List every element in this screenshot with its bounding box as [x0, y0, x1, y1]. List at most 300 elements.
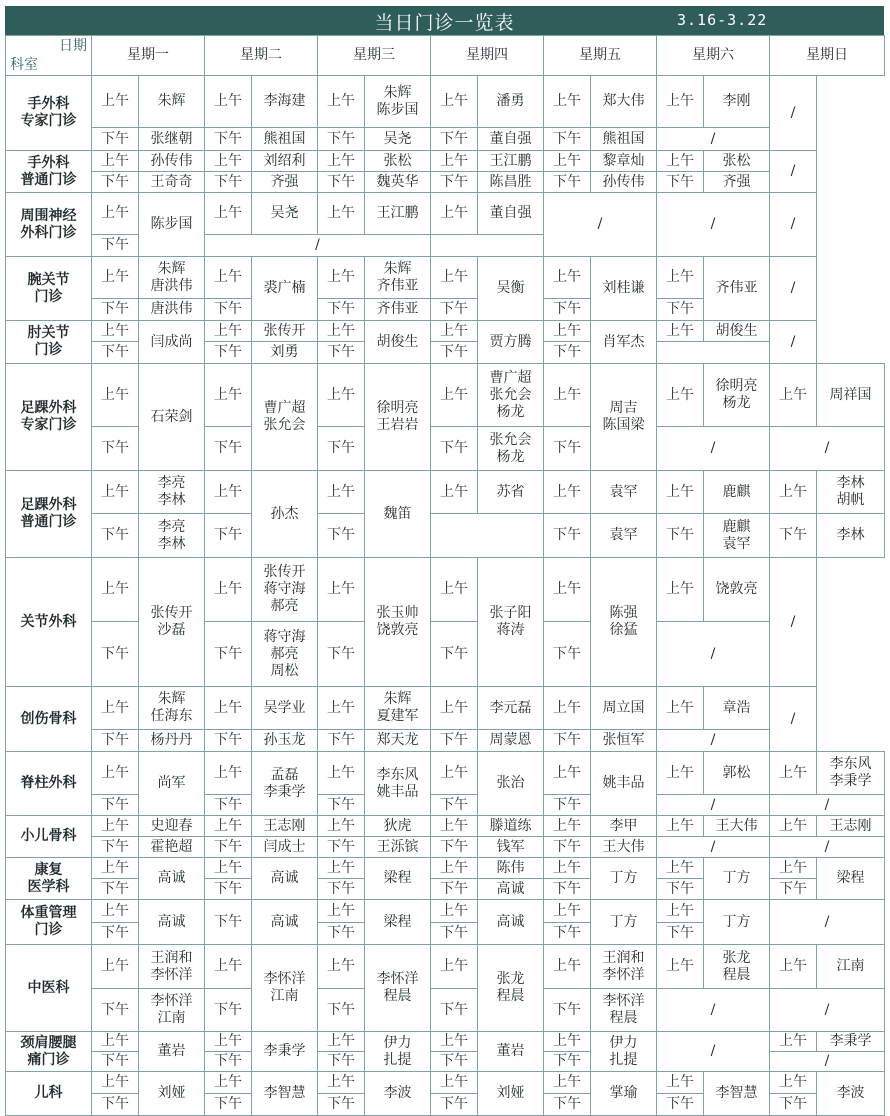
time-slot-label: 上午 [431, 321, 478, 342]
doctor-cell: 李刚 [704, 76, 770, 128]
time-slot-label: 上午 [657, 257, 704, 299]
time-slot-label: 下午 [431, 730, 478, 752]
time-slot-label: 下午 [318, 795, 365, 816]
time-slot-label: 下午 [318, 514, 365, 558]
time-slot-label: 下午 [544, 923, 591, 945]
schedule-row [6, 837, 885, 858]
doctor-cell: 胡俊生 [365, 321, 431, 364]
time-slot-label: 下午 [431, 172, 478, 193]
time-slot-label: 上午 [770, 1072, 817, 1094]
time-slot-label: 上午 [431, 945, 478, 989]
doctor-cell: 陈伟 [478, 858, 544, 879]
time-slot-label: 上午 [431, 752, 478, 795]
time-slot-label: 上午 [318, 151, 365, 172]
time-slot-label: 上午 [657, 687, 704, 730]
doctor-cell: 史迎春 [139, 816, 205, 837]
no-clinic-slash: / [770, 321, 817, 364]
time-slot-label: 上午 [318, 76, 365, 128]
time-slot-label: 下午 [205, 427, 252, 471]
doctor-cell: 李秉学 [817, 1032, 885, 1052]
doctor-cell: 吴衡 [478, 257, 544, 321]
time-slot-label: 上午 [770, 1032, 817, 1052]
doctor-cell: 周立国 [591, 687, 657, 730]
schedule-row [6, 193, 885, 235]
doctor-cell: 王奇奇 [139, 172, 205, 193]
time-slot-label: 上午 [657, 1072, 704, 1094]
doctor-cell: 鹿麒 [704, 471, 770, 514]
no-clinic-slash: / [657, 989, 770, 1032]
time-slot-label: 上午 [544, 816, 591, 837]
time-slot-label: 下午 [544, 879, 591, 900]
doctor-cell: 熊祖国 [591, 128, 657, 151]
schedule-row [6, 172, 885, 193]
page-title: 当日门诊一览表 [374, 12, 515, 34]
time-slot-label: 上午 [92, 471, 139, 514]
department-name: 颈肩腰腿 痛门诊 [6, 1032, 92, 1072]
time-slot-label: 下午 [431, 795, 478, 816]
time-slot-label: 上午 [205, 558, 252, 622]
time-slot-label: 上午 [544, 900, 591, 923]
time-slot-label: 下午 [657, 172, 704, 193]
time-slot-label: 下午 [205, 900, 252, 945]
time-slot-label: 上午 [92, 945, 139, 989]
time-slot-label: 下午 [544, 427, 591, 471]
time-slot-label: 下午 [205, 622, 252, 687]
time-slot-label: 上午 [431, 151, 478, 172]
empty-cell [431, 514, 544, 558]
doctor-cell: 陈强 徐猛 [591, 558, 657, 687]
doctor-cell: 齐伟亚 [704, 257, 770, 321]
doctor-cell: 周祥国 [817, 364, 885, 427]
doctor-cell: 王大伟 [704, 816, 770, 837]
time-slot-label: 上午 [92, 321, 139, 342]
time-slot-label: 上午 [318, 945, 365, 989]
time-slot-label: 下午 [318, 1052, 365, 1072]
doctor-cell: 尚军 [139, 752, 205, 816]
time-slot-label: 下午 [544, 1094, 591, 1116]
time-slot-label: 下午 [431, 923, 478, 945]
department-name: 手外科 普通门诊 [6, 151, 92, 193]
doctor-cell: 朱辉 唐洪伟 [139, 257, 205, 299]
department-name: 脊柱外科 [6, 752, 92, 816]
time-slot-label: 上午 [770, 752, 817, 795]
no-clinic-slash: / [657, 427, 770, 471]
doctor-cell: 潘勇 [478, 76, 544, 128]
header-row [6, 36, 885, 76]
doctor-cell: 朱辉 [139, 76, 205, 128]
doctor-cell: 李东风 姚丰品 [365, 752, 431, 816]
doctor-cell: 李智慧 [252, 1072, 318, 1116]
doctor-cell: 朱辉 任海东 [139, 687, 205, 730]
doctor-cell: 梁程 [817, 858, 885, 900]
time-slot-label: 上午 [544, 858, 591, 879]
time-slot-label: 下午 [205, 172, 252, 193]
doctor-cell: 丁方 [591, 900, 657, 945]
schedule-body [6, 76, 885, 1116]
doctor-cell: 陈步国 [139, 193, 205, 257]
empty-cell [657, 342, 770, 364]
time-slot-label: 上午 [544, 364, 591, 427]
time-slot-label: 上午 [205, 1072, 252, 1094]
time-slot-label: 下午 [544, 299, 591, 321]
time-slot-label: 下午 [92, 299, 139, 321]
schedule-row [6, 945, 885, 989]
doctor-cell: 董岩 [478, 1032, 544, 1072]
time-slot-label: 上午 [431, 558, 478, 622]
time-slot-label: 上午 [318, 900, 365, 923]
time-slot-label: 下午 [431, 622, 478, 687]
doctor-cell: 孟磊 李秉学 [252, 752, 318, 816]
doctor-cell: 李怀洋 程晨 [365, 945, 431, 1032]
doctor-cell: 高诚 [252, 900, 318, 945]
time-slot-label: 上午 [318, 1072, 365, 1094]
time-slot-label: 下午 [544, 514, 591, 558]
schedule-row [6, 76, 885, 128]
time-slot-label: 下午 [431, 837, 478, 858]
doctor-cell: 霍艳超 [139, 837, 205, 858]
department-name: 中医科 [6, 945, 92, 1032]
doctor-cell: 伊力 扎提 [365, 1032, 431, 1072]
time-slot-label: 下午 [205, 837, 252, 858]
department-name: 肘关节 门诊 [6, 321, 92, 364]
no-clinic-slash: / [657, 795, 770, 816]
doctor-cell: 张子阳 蒋涛 [478, 558, 544, 687]
doctor-cell: 王泺镔 [365, 837, 431, 858]
department-name: 足踝外科 普通门诊 [6, 471, 92, 558]
time-slot-label: 上午 [318, 752, 365, 795]
time-slot-label: 上午 [431, 193, 478, 235]
no-clinic-slash: / [657, 622, 770, 687]
doctor-cell: 闫成尚 [139, 321, 205, 364]
no-clinic-slash: / [770, 76, 817, 151]
time-slot-label: 上午 [318, 687, 365, 730]
doctor-cell: 高诚 [139, 900, 205, 945]
doctor-cell: 李亮 李林 [139, 471, 205, 514]
schedule-row [6, 795, 885, 816]
doctor-cell: 李东风 李秉学 [817, 752, 885, 795]
time-slot-label: 上午 [318, 257, 365, 299]
no-clinic-slash: / [770, 1052, 885, 1072]
time-slot-label: 下午 [318, 128, 365, 151]
no-clinic-slash: / [657, 730, 770, 752]
doctor-cell: 姚丰品 [591, 752, 657, 816]
time-slot-label: 上午 [92, 193, 139, 235]
doctor-cell: 张治 [478, 752, 544, 816]
time-slot-label: 下午 [92, 923, 139, 945]
time-slot-label: 上午 [544, 687, 591, 730]
time-slot-label: 上午 [544, 752, 591, 795]
department-name: 关节外科 [6, 558, 92, 687]
time-slot-label: 下午 [544, 128, 591, 151]
doctor-cell: 李秉学 [252, 1032, 318, 1072]
doctor-cell: 李怀洋 程晨 [591, 989, 657, 1032]
time-slot-label: 下午 [205, 514, 252, 558]
doctor-cell: 高诚 [252, 858, 318, 900]
schedule-row [6, 558, 885, 622]
time-slot-label: 上午 [92, 257, 139, 299]
time-slot-label: 上午 [657, 858, 704, 879]
doctor-cell: 王大伟 [591, 837, 657, 858]
time-slot-label: 下午 [657, 299, 704, 321]
doctor-cell: 钱军 [478, 837, 544, 858]
time-slot-label: 上午 [318, 1032, 365, 1052]
time-slot-label: 上午 [770, 471, 817, 514]
no-clinic-slash: / [770, 558, 817, 687]
doctor-cell: 袁罕 [591, 471, 657, 514]
time-slot-label: 上午 [205, 945, 252, 989]
doctor-cell: 梁程 [365, 858, 431, 900]
department-name: 小儿骨科 [6, 816, 92, 858]
weekday-wednesday: 星期三 [318, 36, 431, 76]
time-slot-label: 上午 [205, 687, 252, 730]
schedule-row [6, 816, 885, 837]
department-name: 创伤骨科 [6, 687, 92, 752]
doctor-cell: 李怀洋 江南 [139, 989, 205, 1032]
doctor-cell: 李怀洋 江南 [252, 945, 318, 1032]
time-slot-label: 上午 [544, 1032, 591, 1052]
time-slot-label: 上午 [770, 945, 817, 989]
time-slot-label: 上午 [657, 151, 704, 172]
weekday-sunday: 星期日 [770, 36, 885, 76]
doctor-cell: 刘绍利 [252, 151, 318, 172]
time-slot-label: 上午 [205, 364, 252, 427]
doctor-cell: 李林 [817, 514, 885, 558]
time-slot-label: 下午 [318, 923, 365, 945]
doctor-cell: 陈昌胜 [478, 172, 544, 193]
time-slot-label: 上午 [657, 471, 704, 514]
time-slot-label: 上午 [657, 900, 704, 923]
doctor-cell: 胡俊生 [704, 321, 770, 342]
schedule-row [6, 730, 885, 752]
time-slot-label: 上午 [431, 1072, 478, 1094]
title-bar [5, 6, 884, 35]
schedule-row [6, 858, 885, 879]
time-slot-label: 上午 [318, 858, 365, 879]
doctor-cell: 伊力 扎提 [591, 1032, 657, 1072]
schedule-row [6, 257, 885, 299]
doctor-cell: 张恒军 [591, 730, 657, 752]
time-slot-label: 上午 [205, 858, 252, 879]
schedule-row [6, 989, 885, 1032]
time-slot-label: 上午 [544, 321, 591, 342]
time-slot-label: 下午 [92, 795, 139, 816]
time-slot-label: 下午 [431, 299, 478, 321]
no-clinic-slash: / [657, 128, 770, 151]
time-slot-label: 上午 [318, 816, 365, 837]
time-slot-label: 下午 [318, 622, 365, 687]
time-slot-label: 下午 [544, 172, 591, 193]
doctor-cell: 丁方 [704, 900, 770, 945]
doctor-cell: 张松 [704, 151, 770, 172]
time-slot-label: 上午 [92, 558, 139, 622]
department-name: 体重管理 门诊 [6, 900, 92, 945]
doctor-cell: 鹿麒 袁罕 [704, 514, 770, 558]
corner-date-label: 日期 [59, 38, 87, 54]
time-slot-label: 下午 [92, 837, 139, 858]
doctor-cell: 高诚 [478, 900, 544, 945]
doctor-cell: 王志刚 [252, 816, 318, 837]
doctor-cell: 孙玉龙 [252, 730, 318, 752]
time-slot-label: 上午 [431, 471, 478, 514]
doctor-cell: 苏省 [478, 471, 544, 514]
doctor-cell: 狄虎 [365, 816, 431, 837]
time-slot-label: 上午 [431, 687, 478, 730]
time-slot-label: 上午 [544, 1072, 591, 1094]
no-clinic-slash: / [770, 257, 817, 321]
time-slot-label: 下午 [205, 1052, 252, 1072]
doctor-cell: 袁罕 [591, 514, 657, 558]
doctor-cell: 刘桂谦 [591, 257, 657, 321]
time-slot-label: 上午 [431, 816, 478, 837]
time-slot-label: 上午 [92, 1072, 139, 1094]
doctor-cell: 饶敦亮 [704, 558, 770, 622]
doctor-cell: 梁程 [365, 900, 431, 945]
time-slot-label: 下午 [318, 879, 365, 900]
schedule-row [6, 427, 885, 471]
time-slot-label: 上午 [318, 193, 365, 235]
no-clinic-slash: / [205, 235, 431, 257]
doctor-cell: 齐强 [704, 172, 770, 193]
doctor-cell: 吴尧 [252, 193, 318, 235]
time-slot-label: 上午 [657, 945, 704, 989]
department-name: 康复 医学科 [6, 858, 92, 900]
time-slot-label: 上午 [318, 471, 365, 514]
time-slot-label: 下午 [205, 879, 252, 900]
doctor-cell: 徐明亮 王岩岩 [365, 364, 431, 471]
weekday-saturday: 星期六 [657, 36, 770, 76]
department-name: 腕关节 门诊 [6, 257, 92, 321]
schedule-row [6, 364, 885, 427]
doctor-cell: 郑天龙 [365, 730, 431, 752]
time-slot-label: 下午 [205, 299, 252, 321]
time-slot-label: 上午 [657, 76, 704, 128]
time-slot-label: 下午 [92, 514, 139, 558]
time-slot-label: 上午 [657, 752, 704, 795]
schedule-row [6, 1032, 885, 1052]
time-slot-label: 下午 [657, 1094, 704, 1116]
time-slot-label: 下午 [92, 1052, 139, 1072]
no-clinic-slash: / [770, 795, 885, 816]
no-clinic-slash: / [657, 193, 770, 257]
doctor-cell: 孙杰 [252, 471, 318, 558]
weekday-monday: 星期一 [92, 36, 205, 76]
doctor-cell: 黎章灿 [591, 151, 657, 172]
schedule-row [6, 687, 885, 730]
doctor-cell: 吴学业 [252, 687, 318, 730]
time-slot-label: 下午 [431, 128, 478, 151]
doctor-cell: 江南 [817, 945, 885, 989]
doctor-cell: 王江鹏 [478, 151, 544, 172]
schedule-row [6, 622, 885, 687]
doctor-cell: 章浩 [704, 687, 770, 730]
no-clinic-slash: / [770, 900, 885, 945]
time-slot-label: 上午 [205, 193, 252, 235]
time-slot-label: 下午 [205, 1094, 252, 1116]
doctor-cell: 王江鹏 [365, 193, 431, 235]
time-slot-label: 下午 [657, 923, 704, 945]
time-slot-label: 下午 [544, 622, 591, 687]
department-name: 手外科 专家门诊 [6, 76, 92, 151]
doctor-cell: 曹广超 张允会 [252, 364, 318, 471]
doctor-cell: 张继朝 [139, 128, 205, 151]
time-slot-label: 上午 [544, 945, 591, 989]
no-clinic-slash: / [770, 151, 817, 193]
doctor-cell: 闫成士 [252, 837, 318, 858]
doctor-cell: 滕道练 [478, 816, 544, 837]
time-slot-label: 上午 [544, 558, 591, 622]
doctor-cell: 张龙 程晨 [704, 945, 770, 989]
doctor-cell: 贾方腾 [478, 321, 544, 364]
time-slot-label: 下午 [318, 989, 365, 1032]
doctor-cell: 张传开 沙磊 [139, 558, 205, 687]
time-slot-label: 上午 [318, 364, 365, 427]
time-slot-label: 下午 [92, 235, 139, 257]
time-slot-label: 下午 [318, 342, 365, 364]
doctor-cell: 蒋守海 郝亮 周松 [252, 622, 318, 687]
schedule-row [6, 1072, 885, 1094]
doctor-cell: 曹广超 张允会 杨龙 [478, 364, 544, 427]
time-slot-label: 上午 [92, 151, 139, 172]
time-slot-label: 下午 [431, 1052, 478, 1072]
doctor-cell: 朱辉 夏建军 [365, 687, 431, 730]
doctor-cell: 李海建 [252, 76, 318, 128]
time-slot-label: 下午 [544, 837, 591, 858]
doctor-cell: 李波 [817, 1072, 885, 1116]
schedule-table [5, 35, 885, 1116]
time-slot-label: 上午 [205, 321, 252, 342]
corner-dept-label: 科室 [10, 57, 38, 73]
weekday-friday: 星期五 [544, 36, 657, 76]
time-slot-label: 上午 [657, 558, 704, 622]
time-slot-label: 下午 [92, 879, 139, 900]
time-slot-label: 下午 [92, 427, 139, 471]
time-slot-label: 下午 [318, 172, 365, 193]
department-name: 儿科 [6, 1072, 92, 1116]
time-slot-label: 下午 [92, 128, 139, 151]
time-slot-label: 下午 [92, 730, 139, 752]
time-slot-label: 上午 [770, 816, 817, 837]
doctor-cell: 高诚 [478, 879, 544, 900]
doctor-cell: 张松 [365, 151, 431, 172]
schedule-row [6, 321, 885, 342]
doctor-cell: 张龙 程晨 [478, 945, 544, 1032]
doctor-cell: 李亮 李林 [139, 514, 205, 558]
no-clinic-slash: / [657, 837, 770, 858]
time-slot-label: 下午 [431, 342, 478, 364]
time-slot-label: 上午 [544, 257, 591, 299]
no-clinic-slash: / [770, 687, 817, 752]
time-slot-label: 下午 [318, 1094, 365, 1116]
time-slot-label: 上午 [92, 687, 139, 730]
doctor-cell: 肖军杰 [591, 321, 657, 364]
time-slot-label: 下午 [431, 1094, 478, 1116]
time-slot-label: 上午 [657, 364, 704, 427]
time-slot-label: 上午 [431, 1032, 478, 1052]
time-slot-label: 下午 [92, 1094, 139, 1116]
time-slot-label: 下午 [544, 730, 591, 752]
schedule-row [6, 128, 885, 151]
doctor-cell: 魏英华 [365, 172, 431, 193]
schedule-row [6, 342, 885, 364]
time-slot-label: 下午 [92, 172, 139, 193]
time-slot-label: 下午 [205, 795, 252, 816]
doctor-cell: 李波 [365, 1072, 431, 1116]
time-slot-label: 下午 [205, 342, 252, 364]
schedule-row [6, 900, 885, 923]
doctor-cell: 石荣剑 [139, 364, 205, 471]
time-slot-label: 上午 [544, 76, 591, 128]
doctor-cell: 裘广楠 [252, 257, 318, 321]
